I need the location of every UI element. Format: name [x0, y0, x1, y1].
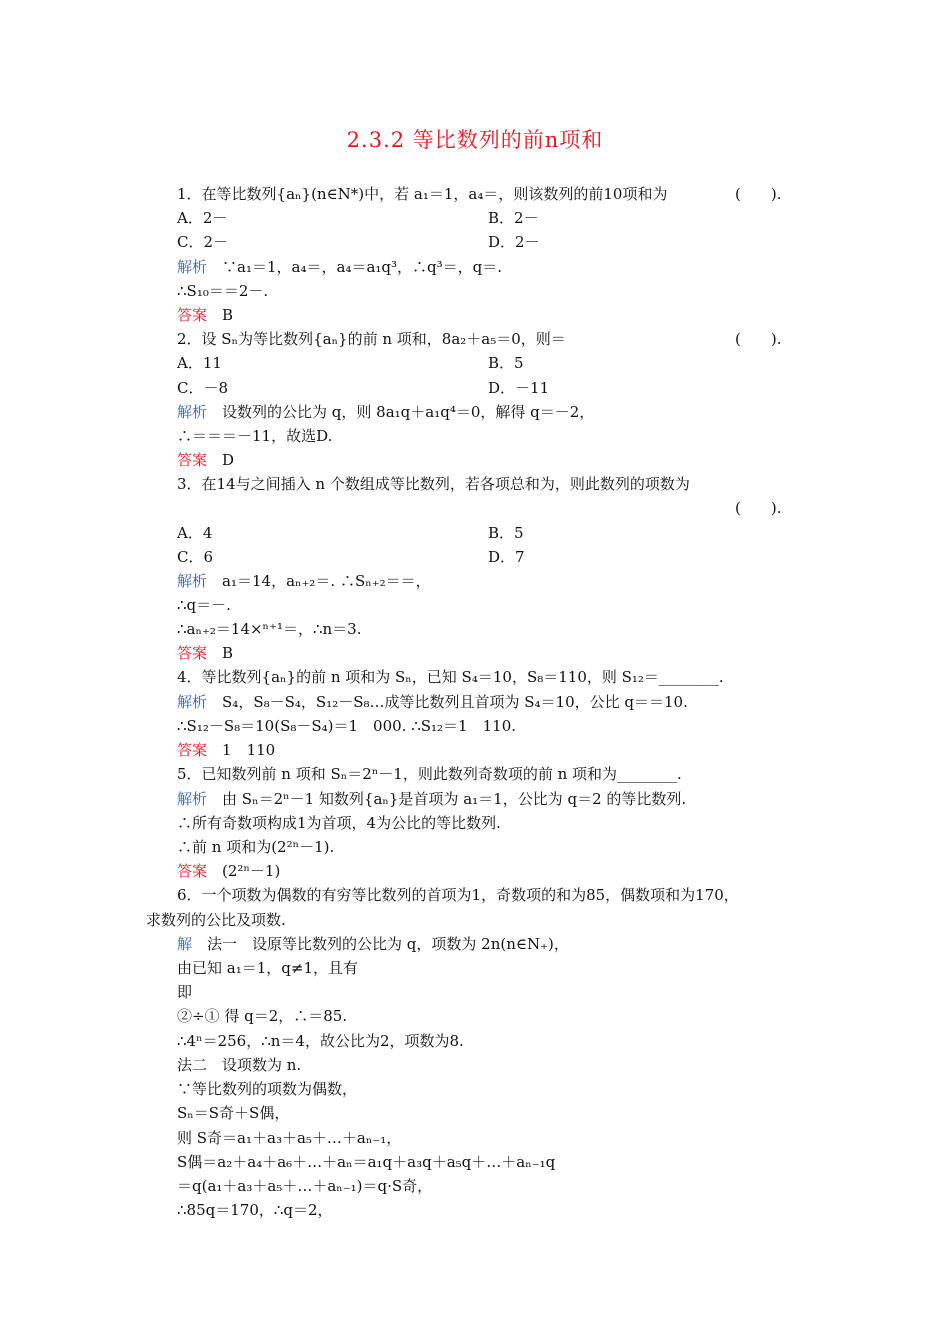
q6-stem-line1: 6．一个项数为偶数的有穷等比数列的首项为1，奇数项的和为85，偶数项和为170，: [177, 886, 739, 904]
q5-stem: 5．已知数列前 n 项和 Sₙ＝2ⁿ－1，则此数列奇数项的前 n 项和为________.: [177, 765, 682, 783]
q1-option-c: C．2－: [177, 233, 229, 251]
q3-paren: ( ).: [735, 499, 782, 517]
q3-analysis-row: [177, 571, 431, 591]
q1-answer-row: [177, 305, 233, 325]
q6-line-11: ＝q(a₁＋a₃＋a₅＋…＋aₙ₋₁)＝q·S奇，: [177, 1177, 433, 1195]
q6-line-9: 则 S奇＝a₁＋a₃＋a₅＋…＋aₙ₋₁，: [177, 1129, 402, 1147]
q2-analysis: 设数列的公比为 q，则 8a₁q＋a₁q⁴＝0，解得 q＝－2，: [222, 403, 595, 421]
analysis-label: 解析: [177, 258, 208, 276]
q2-paren: ( ).: [735, 330, 782, 348]
answer-label: 答案: [177, 306, 208, 324]
q3-option-a: A．4: [177, 524, 213, 542]
answer-label: 答案: [177, 862, 208, 880]
q1-paren: ( ).: [735, 185, 782, 203]
q1-stem: 1．在等比数列{aₙ}(n∈N*)中，若 a₁＝1，a₄＝，则该数列的前10项和为: [177, 185, 668, 203]
q2-answer-row: [177, 450, 234, 470]
q1-analysis: ∵a₁＝1，a₄＝，a₄＝a₁q³，∴q³＝，q＝.: [222, 258, 503, 276]
q6-line-3: 即: [177, 983, 193, 1001]
q1-analysis-line2: ∴S₁₀＝＝2－.: [177, 282, 269, 300]
q4-analysis-row: [177, 692, 688, 712]
q2-analysis-row: [177, 402, 594, 422]
q5-answer: (2²ⁿ－1): [222, 862, 281, 880]
analysis-label: 解析: [177, 403, 208, 421]
q5-answer-row: [177, 861, 280, 881]
q4-analysis-line2: ∴S₁₂－S₈＝10(S₈－S₄)＝1 000. ∴S₁₂＝1 110.: [177, 717, 517, 735]
q1-option-d: D．2－: [488, 233, 540, 251]
q3-answer: B: [222, 644, 234, 662]
q6-line-6: 法二 设项数为 n.: [177, 1056, 302, 1074]
q1-analysis-row: [177, 257, 502, 277]
q1-answer: B: [222, 306, 234, 324]
q4-analysis: S₄，S₈－S₄，S₁₂－S₈…成等比数列且首项为 S₄＝10，公比 q＝＝10.: [222, 693, 688, 711]
q6-line-7: ∵等比数列的项数为偶数，: [177, 1080, 358, 1098]
q2-analysis-line2: ∴＝＝＝－11，故选D.: [177, 427, 333, 445]
q5-analysis-row: [177, 789, 686, 809]
q6-line-2: 由已知 a₁＝1，q≠1，且有: [177, 959, 358, 977]
q2-option-d: D．－11: [488, 379, 550, 397]
q1-option-b: B．2－: [488, 209, 539, 227]
q2-answer: D: [222, 451, 235, 469]
q6-line-1: 法一 设原等比数列的公比为 q，项数为 2n(n∈N₊)，: [207, 935, 569, 953]
analysis-label: 解析: [177, 790, 208, 808]
q6-line-5: ∴4ⁿ＝256，∴n＝4，故公比为2，项数为8.: [177, 1032, 464, 1050]
answer-label: 答案: [177, 741, 208, 759]
q5-analysis: 由 Sₙ＝2ⁿ－1 知数列{aₙ}是首项为 a₁＝1，公比为 q＝2 的等比数列.: [222, 790, 687, 808]
solution-label: 解: [177, 935, 193, 953]
q5-analysis-line2: ∴所有奇数项构成1为首项，4为公比的等比数列.: [177, 814, 501, 832]
q6-line-12: ∴85q＝170，∴q＝2，: [177, 1201, 333, 1219]
q2-option-b: B．5: [488, 354, 524, 372]
q4-stem: 4．等比数列{aₙ}的前 n 项和为 Sₙ，已知 S₄＝10，S₈＝110，则 S₁₂＝________.: [177, 668, 724, 686]
q3-analysis-line3: ∴aₙ₊₂＝14×ⁿ⁺¹＝，∴n＝3.: [177, 620, 362, 638]
q3-option-b: B．5: [488, 524, 524, 542]
q6-line-8: Sₙ＝S奇＋S偶，: [177, 1104, 290, 1122]
analysis-label: 解析: [177, 693, 208, 711]
q3-answer-row: [177, 643, 233, 663]
q5-analysis-line3: ∴前 n 项和为(2²ⁿ－1).: [177, 838, 335, 856]
q3-option-c: C．6: [177, 548, 214, 566]
answer-label: 答案: [177, 451, 208, 469]
q4-answer-row: [177, 740, 275, 760]
q2-stem: 2．设 Sₙ为等比数列{aₙ}的前 n 项和，8a₂＋a₅＝0，则＝: [177, 330, 566, 348]
page-title: 2.3.2 等比数列的前n项和: [346, 128, 604, 152]
q6-stem-line2: 求数列的公比及项数.: [146, 911, 286, 929]
q3-analysis-line2: ∴q＝－.: [177, 596, 231, 614]
q6-solution-row: [177, 934, 569, 954]
q1-option-a: A．2－: [177, 209, 228, 227]
analysis-label: 解析: [177, 572, 208, 590]
q2-option-a: A．11: [177, 354, 222, 372]
q4-answer: 1 110: [222, 741, 276, 759]
q3-option-d: D．7: [488, 548, 525, 566]
answer-label: 答案: [177, 644, 208, 662]
q3-analysis: a₁＝14，aₙ₊₂＝. ∴Sₙ₊₂＝＝，: [222, 572, 431, 590]
q2-option-c: C．－8: [177, 379, 229, 397]
q6-line-4: ②÷① 得 q＝2，∴＝85.: [177, 1007, 348, 1025]
q3-stem: 3．在14与之间插入 n 个数组成等比数列，若各项总和为，则此数列的项数为: [177, 475, 690, 493]
q6-line-10: S偶＝a₂＋a₄＋a₆＋…＋aₙ＝a₁q＋a₃q＋a₅q＋…＋aₙ₋₁q: [177, 1153, 556, 1171]
